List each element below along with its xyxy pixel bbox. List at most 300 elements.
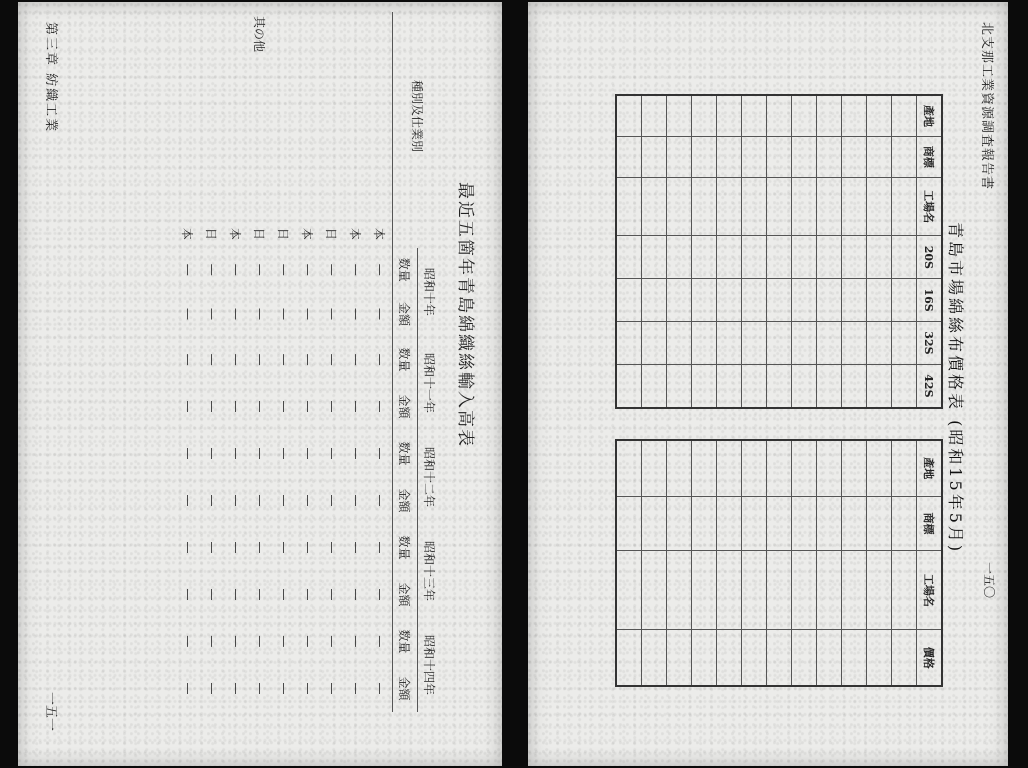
table-cell xyxy=(642,177,667,236)
value-cell: — xyxy=(229,588,243,601)
amount-subheader: 金額 xyxy=(393,571,418,618)
unit-cell: 日 xyxy=(276,227,291,240)
column-header: 產地 xyxy=(917,95,943,137)
table-cell xyxy=(616,440,642,496)
value-cell: — xyxy=(301,447,315,460)
table-row xyxy=(742,95,767,408)
table-cell xyxy=(842,279,867,322)
table-cell xyxy=(792,551,817,630)
amount-subheader: 金額 xyxy=(393,665,418,712)
table-cell xyxy=(642,551,667,630)
table-cell xyxy=(717,630,742,686)
value-cell: — xyxy=(325,682,339,695)
unit-cell: 日 xyxy=(204,227,219,240)
table-cell xyxy=(867,440,892,496)
table-cell xyxy=(616,177,642,236)
table-cell xyxy=(692,236,717,279)
value-cell: — xyxy=(253,263,267,276)
value-cell: — xyxy=(205,353,219,366)
value-cell: — xyxy=(253,494,267,507)
value-cell: — xyxy=(277,353,291,366)
value-cell: — xyxy=(325,494,339,507)
category-cell xyxy=(224,12,248,220)
table-cell xyxy=(817,177,842,236)
yarn-price-table xyxy=(615,94,943,409)
value-cell: — xyxy=(253,541,267,554)
table-cell xyxy=(892,630,917,686)
yarn-price-table-body xyxy=(616,95,917,408)
value-cell: — xyxy=(253,353,267,366)
value-cell: — xyxy=(301,307,315,320)
unit-cell: 本 xyxy=(180,227,195,240)
value-cell: — xyxy=(229,682,243,695)
value-cell: — xyxy=(349,307,363,320)
value-cell: — xyxy=(229,541,243,554)
table-cell xyxy=(817,95,842,137)
table-cell xyxy=(842,364,867,408)
running-header: 北支那工業資源調査報告書 xyxy=(979,22,994,191)
table-row xyxy=(817,440,842,686)
table-cell xyxy=(692,630,717,686)
table-row xyxy=(817,95,842,408)
table-cell xyxy=(692,177,717,236)
value-cell: — xyxy=(373,588,387,601)
table-cell xyxy=(792,630,817,686)
import-table xyxy=(176,12,442,712)
value-cell: — xyxy=(229,307,243,320)
table-cell xyxy=(842,496,867,551)
cloth-price-table-body xyxy=(616,440,917,686)
table-cell xyxy=(692,496,717,551)
value-cell: — xyxy=(277,682,291,695)
category-cell: 其の他 xyxy=(252,16,267,53)
table-cell xyxy=(767,177,792,236)
table-cell xyxy=(892,95,917,137)
value-cell: — xyxy=(301,494,315,507)
unit-cell: 本 xyxy=(300,227,315,240)
column-header: 價格 xyxy=(917,630,943,686)
column-header: 工場名 xyxy=(917,177,943,236)
table-cell xyxy=(892,496,917,551)
table-cell xyxy=(767,496,792,551)
import-table-body xyxy=(176,12,393,712)
table-cell xyxy=(817,236,842,279)
table-cell xyxy=(642,364,667,408)
table-cell xyxy=(642,630,667,686)
value-cell: — xyxy=(373,541,387,554)
table-row xyxy=(717,440,742,686)
unit-header xyxy=(393,220,443,248)
table-cell xyxy=(616,322,642,365)
table-cell xyxy=(742,440,767,496)
column-header: 20S xyxy=(917,236,943,279)
table-cell xyxy=(867,551,892,630)
value-cell: — xyxy=(349,400,363,413)
value-cell: — xyxy=(349,494,363,507)
table-cell xyxy=(667,137,692,178)
value-cell: — xyxy=(253,447,267,460)
column-header: 商標 xyxy=(917,137,943,178)
value-cell: — xyxy=(325,400,339,413)
table-cell xyxy=(842,630,867,686)
table-cell xyxy=(742,177,767,236)
table-cell xyxy=(892,440,917,496)
table-row xyxy=(892,95,917,408)
table-row xyxy=(667,440,692,686)
year-header: 昭和十年 xyxy=(418,248,443,336)
amount-subheader: 金額 xyxy=(393,477,418,524)
value-cell: — xyxy=(373,353,387,366)
table-cell xyxy=(892,364,917,408)
column-header: 32S xyxy=(917,322,943,365)
table-row xyxy=(767,95,792,408)
table-cell xyxy=(792,137,817,178)
table-row xyxy=(368,12,393,712)
table-cell xyxy=(742,236,767,279)
category-header: 種別及仕業別 xyxy=(393,12,443,220)
table-cell xyxy=(867,95,892,137)
qty-subheader: 数量 xyxy=(393,524,418,571)
value-cell: — xyxy=(301,682,315,695)
value-cell: — xyxy=(277,400,291,413)
unit-cell: 日 xyxy=(324,227,339,240)
value-cell: — xyxy=(229,353,243,366)
value-cell: — xyxy=(181,307,195,320)
table-cell xyxy=(692,137,717,178)
table-row xyxy=(867,95,892,408)
table-cell xyxy=(642,137,667,178)
value-cell: — xyxy=(349,263,363,276)
amount-subheader: 金額 xyxy=(393,383,418,430)
table-row xyxy=(717,95,742,408)
value-cell: — xyxy=(373,400,387,413)
table-cell xyxy=(692,364,717,408)
value-cell: — xyxy=(373,635,387,648)
value-cell: — xyxy=(349,635,363,648)
table-cell xyxy=(892,236,917,279)
table-cell xyxy=(767,630,792,686)
table-row xyxy=(742,440,767,686)
table-row xyxy=(892,440,917,686)
value-cell: — xyxy=(253,400,267,413)
column-header: 42S xyxy=(917,364,943,408)
header-row xyxy=(917,440,943,686)
table-cell xyxy=(667,279,692,322)
value-cell: — xyxy=(325,447,339,460)
value-cell: — xyxy=(205,682,219,695)
value-cell: — xyxy=(301,400,315,413)
table-cell xyxy=(767,236,792,279)
table-cell xyxy=(642,236,667,279)
table-cell xyxy=(667,440,692,496)
table-cell xyxy=(667,551,692,630)
table-cell xyxy=(817,551,842,630)
value-cell: — xyxy=(373,447,387,460)
value-cell: — xyxy=(205,494,219,507)
table-cell xyxy=(642,279,667,322)
table-cell xyxy=(817,322,842,365)
table-cell xyxy=(767,322,792,365)
table-cell xyxy=(842,95,867,137)
value-cell: — xyxy=(229,635,243,648)
table-cell xyxy=(692,279,717,322)
category-cell xyxy=(200,12,224,220)
value-cell: — xyxy=(277,494,291,507)
table-cell xyxy=(792,440,817,496)
table-row xyxy=(842,95,867,408)
table-row xyxy=(616,440,642,686)
value-cell: — xyxy=(277,307,291,320)
table-cell xyxy=(742,322,767,365)
table-cell xyxy=(717,95,742,137)
chapter-footer: 第三章 紡織工業 xyxy=(43,22,58,134)
table-cell xyxy=(792,322,817,365)
category-cell xyxy=(320,12,344,220)
value-cell: — xyxy=(229,263,243,276)
value-cell: — xyxy=(205,307,219,320)
table-cell xyxy=(867,630,892,686)
value-cell: — xyxy=(205,447,219,460)
value-cell: — xyxy=(325,635,339,648)
value-cell: — xyxy=(349,353,363,366)
table-cell xyxy=(792,496,817,551)
table-cell xyxy=(742,496,767,551)
header-row xyxy=(917,95,943,408)
table-row xyxy=(642,440,667,686)
value-cell: — xyxy=(253,635,267,648)
table-cell xyxy=(616,630,642,686)
table-cell xyxy=(767,440,792,496)
table-row xyxy=(200,12,224,712)
value-cell: — xyxy=(325,307,339,320)
value-cell: — xyxy=(181,588,195,601)
right-page xyxy=(528,2,1008,766)
value-cell: — xyxy=(181,353,195,366)
table-cell xyxy=(867,177,892,236)
value-cell: — xyxy=(373,682,387,695)
table-cell xyxy=(616,137,642,178)
table-cell xyxy=(742,137,767,178)
value-cell: — xyxy=(373,307,387,320)
table-cell xyxy=(792,364,817,408)
value-cell: — xyxy=(205,588,219,601)
table-cell xyxy=(767,551,792,630)
header-row xyxy=(418,12,443,712)
table-cell xyxy=(642,440,667,496)
table-cell xyxy=(616,279,642,322)
table-cell xyxy=(717,364,742,408)
table-cell xyxy=(892,551,917,630)
cloth-price-table xyxy=(615,439,943,687)
column-header: 產地 xyxy=(917,440,943,496)
value-cell: — xyxy=(181,682,195,695)
unit-cell: 本 xyxy=(228,227,243,240)
table-cell xyxy=(717,322,742,365)
table-cell xyxy=(742,279,767,322)
table-cell xyxy=(667,177,692,236)
table-cell xyxy=(867,322,892,365)
table-row xyxy=(767,440,792,686)
value-cell: — xyxy=(181,263,195,276)
table-row xyxy=(344,12,368,712)
table-row xyxy=(842,440,867,686)
value-cell: — xyxy=(229,447,243,460)
table-cell xyxy=(692,322,717,365)
table-cell xyxy=(792,279,817,322)
table-cell xyxy=(717,236,742,279)
value-cell: — xyxy=(181,400,195,413)
table-cell xyxy=(792,95,817,137)
value-cell: — xyxy=(205,541,219,554)
table-cell xyxy=(842,551,867,630)
column-header: 工場名 xyxy=(917,551,943,630)
table-cell xyxy=(767,137,792,178)
value-cell: — xyxy=(253,588,267,601)
table-cell xyxy=(667,322,692,365)
table-row xyxy=(616,95,642,408)
table-cell xyxy=(867,496,892,551)
value-cell: — xyxy=(277,447,291,460)
table-row xyxy=(642,95,667,408)
table-row xyxy=(867,440,892,686)
value-cell: — xyxy=(181,635,195,648)
table-cell xyxy=(742,551,767,630)
table-cell xyxy=(717,440,742,496)
unit-cell: 本 xyxy=(348,227,363,240)
year-header: 昭和十二年 xyxy=(418,430,443,524)
table-cell xyxy=(616,551,642,630)
value-cell: — xyxy=(325,588,339,601)
value-cell: — xyxy=(277,635,291,648)
value-cell: — xyxy=(301,353,315,366)
table-cell xyxy=(717,496,742,551)
table-cell xyxy=(817,137,842,178)
category-cell xyxy=(272,12,296,220)
qty-subheader: 数量 xyxy=(393,248,418,292)
value-cell: — xyxy=(301,635,315,648)
table-cell xyxy=(867,364,892,408)
page-number: 一五一 xyxy=(43,692,58,732)
table-cell xyxy=(817,279,842,322)
category-cell xyxy=(176,12,200,220)
value-cell: — xyxy=(229,494,243,507)
page-number: 一五〇 xyxy=(982,562,996,599)
table-cell xyxy=(892,322,917,365)
category-cell xyxy=(344,12,368,220)
value-cell: — xyxy=(301,541,315,554)
value-cell: — xyxy=(325,541,339,554)
table-cell xyxy=(817,440,842,496)
table-cell xyxy=(767,95,792,137)
table-cell xyxy=(817,364,842,408)
table-cell xyxy=(616,236,642,279)
value-cell: — xyxy=(325,263,339,276)
table-row xyxy=(792,95,817,408)
table-cell xyxy=(642,322,667,365)
value-cell: — xyxy=(253,682,267,695)
value-cell: — xyxy=(205,635,219,648)
qty-subheader: 数量 xyxy=(393,618,418,665)
table-cell xyxy=(892,279,917,322)
unit-cell: 日 xyxy=(252,227,267,240)
column-header: 商標 xyxy=(917,496,943,551)
table-cell xyxy=(717,137,742,178)
value-cell: — xyxy=(373,263,387,276)
table-row xyxy=(248,12,272,712)
year-header: 昭和十四年 xyxy=(418,618,443,712)
table-cell xyxy=(767,279,792,322)
table-cell xyxy=(667,630,692,686)
table-cell xyxy=(867,137,892,178)
table-cell xyxy=(692,551,717,630)
amount-subheader: 金額 xyxy=(393,292,418,336)
table-cell xyxy=(892,177,917,236)
price-table-title: 青島市場綿絲布價格表 (昭和15年5月) xyxy=(946,222,965,555)
table-cell xyxy=(742,95,767,137)
table-cell xyxy=(717,551,742,630)
year-header: 昭和十三年 xyxy=(418,524,443,618)
left-table-title: 最近五箇年青島綿織絲輸入高表 xyxy=(455,182,475,448)
table-cell xyxy=(642,496,667,551)
table-row xyxy=(296,12,320,712)
value-cell: — xyxy=(277,541,291,554)
table-row xyxy=(224,12,248,712)
table-row xyxy=(792,440,817,686)
value-cell: — xyxy=(253,307,267,320)
value-cell: — xyxy=(229,400,243,413)
value-cell: — xyxy=(181,541,195,554)
table-cell xyxy=(742,630,767,686)
column-header: 16S xyxy=(917,279,943,322)
table-cell xyxy=(842,236,867,279)
table-cell xyxy=(842,440,867,496)
value-cell: — xyxy=(325,353,339,366)
table-cell xyxy=(842,322,867,365)
unit-cell: 本 xyxy=(372,227,387,240)
table-cell xyxy=(742,364,767,408)
value-cell: — xyxy=(301,263,315,276)
value-cell: — xyxy=(349,682,363,695)
table-cell xyxy=(842,177,867,236)
qty-subheader: 数量 xyxy=(393,336,418,383)
category-cell xyxy=(368,12,393,220)
category-cell xyxy=(296,12,320,220)
table-row xyxy=(176,12,200,712)
table-cell xyxy=(717,177,742,236)
table-cell xyxy=(667,95,692,137)
table-cell xyxy=(792,236,817,279)
value-cell: — xyxy=(277,588,291,601)
table-row xyxy=(692,440,717,686)
value-cell: — xyxy=(277,263,291,276)
year-header: 昭和十一年 xyxy=(418,336,443,430)
table-cell xyxy=(817,496,842,551)
value-cell: — xyxy=(205,400,219,413)
left-page-content xyxy=(18,2,502,766)
table-cell xyxy=(616,364,642,408)
table-row xyxy=(272,12,296,712)
value-cell: — xyxy=(349,588,363,601)
value-cell: — xyxy=(205,263,219,276)
value-cell: — xyxy=(181,494,195,507)
table-cell xyxy=(817,630,842,686)
table-cell xyxy=(892,137,917,178)
table-row xyxy=(320,12,344,712)
table-cell xyxy=(667,236,692,279)
value-cell: — xyxy=(349,447,363,460)
value-cell: — xyxy=(181,447,195,460)
table-cell xyxy=(642,95,667,137)
